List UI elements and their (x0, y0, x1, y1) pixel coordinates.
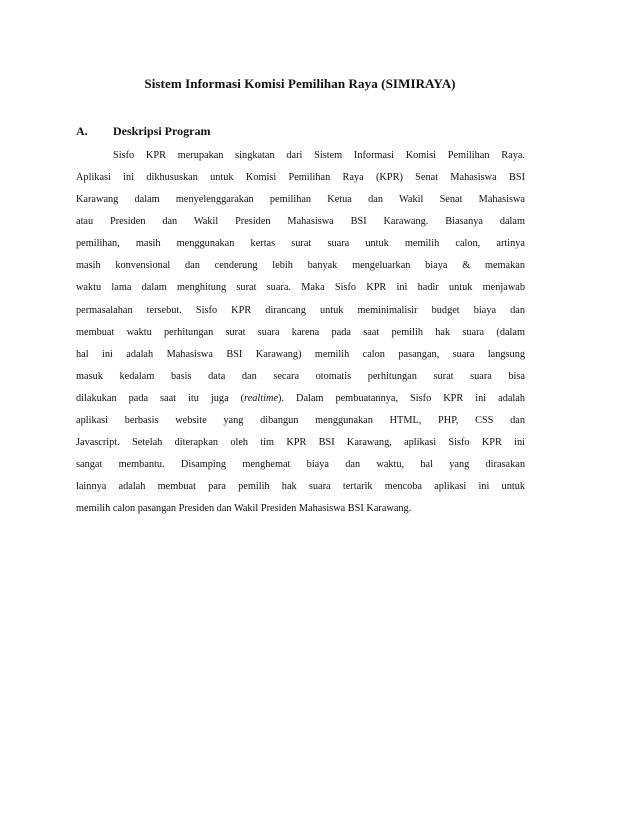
paragraph-line: sangat membantu. Disamping menghemat biaya dan waktu, hal yang dirasakan (76, 459, 525, 471)
paragraph-line: aplikasi berbasis website yang dibangun menggunakan HTML, PHP, CSS dan (76, 414, 525, 426)
paragraph-line: membuat waktu perhitungan surat suara karena pada saat pemilih hak suara (dalam (76, 326, 525, 338)
section-heading-text: Deskripsi Program (113, 124, 211, 138)
section-heading (76, 124, 210, 139)
paragraph-line: masuk kedalam basis data dan secara otomatis perhitungan surat suara bisa (76, 370, 525, 382)
paragraph-line: Karawang dalam menyelenggarakan pemilihan Ketua dan Wakil Senat Mahasiswa (76, 194, 525, 206)
paragraph-line: atau Presiden dan Wakil Presiden Mahasiswa BSI Karawang. Biasanya dalam (76, 216, 525, 228)
paragraph-line: masih konvensional dan cenderung lebih banyak mengeluarkan biaya & memakan (76, 260, 525, 272)
paragraph-line: Aplikasi ini dikhususkan untuk Komisi Pemilihan Raya (KPR) Senat Mahasiswa BSI (76, 172, 525, 184)
paragraph-line-part: dilakukan pada saat itu juga ( (76, 392, 245, 404)
paragraph-line: waktu lama dalam menghitung surat suara. Maka Sisfo KPR ini hadir untuk menjawab (76, 282, 525, 294)
paragraph-line-with-italic (76, 388, 525, 410)
section-letter: A. (76, 124, 88, 138)
paragraph-line: lainnya adalah membuat para pemilih hak suara tertarik mencoba aplikasi ini untuk (76, 481, 525, 493)
paragraph-line: pemilihan, masih menggunakan kertas surat suara untuk memilih calon, artinya (76, 238, 525, 250)
description-paragraph (76, 145, 525, 520)
paragraph-line: Sisfo KPR merupakan singkatan dari Sistem Informasi Komisi Pemilihan Raya. (113, 150, 525, 161)
paragraph-line: hal ini adalah Mahasiswa BSI Karawang) memilih calon pasangan, suara langsung (76, 348, 525, 360)
document-title: Sistem Informasi Komisi Pemilihan Raya (SIMIRAYA) (144, 76, 456, 91)
italic-term: realtime (244, 392, 279, 404)
paragraph-line: memilih calon pasangan Presiden dan Wakil Presiden Mahasiswa BSI Karawang. (76, 503, 412, 515)
paragraph-line: Javascript. Setelah diterapkan oleh tim KPR BSI Karawang, aplikasi Sisfo KPR ini (76, 437, 525, 449)
paragraph-line-part: ). Dalam pembuatannya, Sisfo KPR ini adalah (278, 392, 525, 404)
paragraph-line: permasalahan tersebut. Sisfo KPR dirancang untuk meminimalisir budget biaya dan (76, 304, 525, 316)
